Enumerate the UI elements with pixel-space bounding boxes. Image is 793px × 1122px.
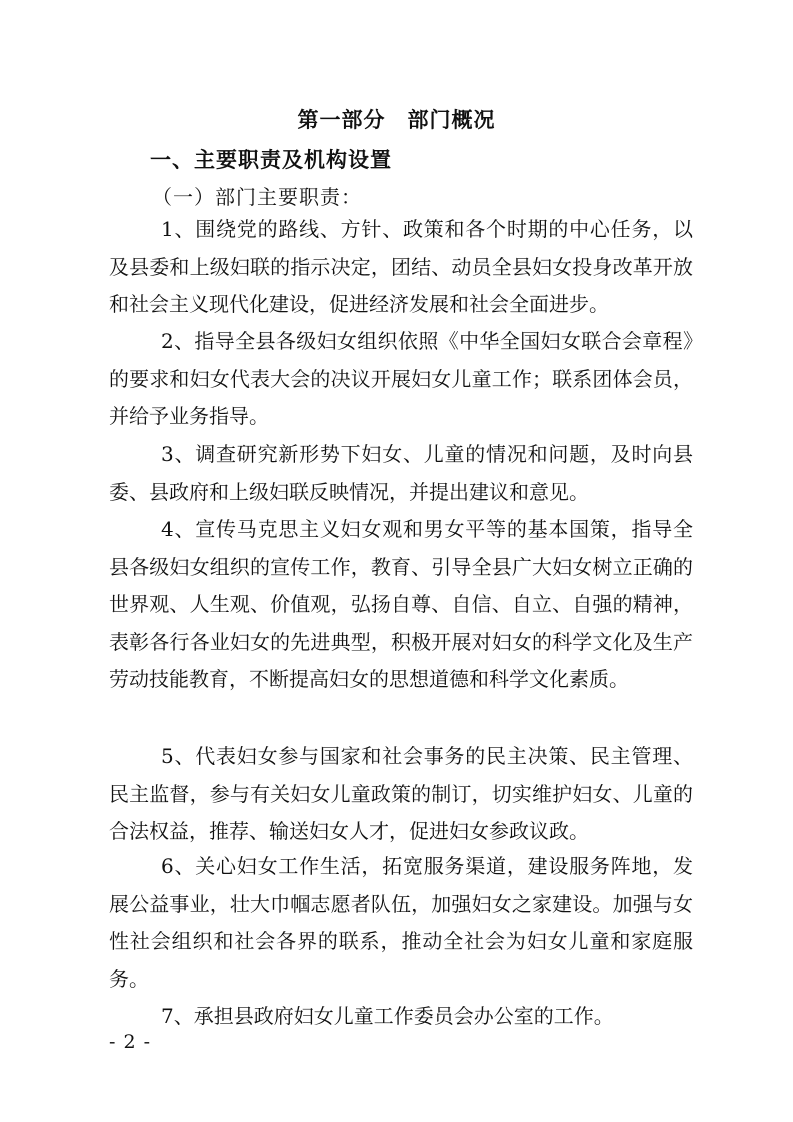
duty-paragraph-4: 4、宣传马克思主义妇女观和男女平等的基本国策，指导全县各级妇女组织的宣传工作，教育、引导全县广大妇女树立正确的世界观、人生观、价值观，弘扬自尊、自信、自立、自强的精神，表彰各行各业妇女的先进典型，积极开展对妇女的科学文化及生产劳动技能教育，不断提高妇女的思想道德和科学文化素质。 [109, 517, 693, 691]
duty-paragraph-5: 5、代表妇女参与国家和社会事务的民主决策、民主管理、民主监督，参与有关妇女儿童政策的制订，切实维护妇女、儿童的合法权益，推荐、输送妇女人才，促进妇女参政议政。 [109, 744, 693, 843]
duty-paragraph-6: 6、关心妇女工作生活，拓宽服务渠道，建设服务阵地，发展公益事业，壮大巾帼志愿者队伍，加强妇女之家建设。加强与女性社会组织和社会各界的联系，推动全社会为妇女儿童和家庭服务。 [109, 854, 693, 991]
duty-paragraph-3: 3、调查研究新形势下妇女、儿童的情况和问题，及时向县委、县政府和上级妇联反映情况，并提出建议和意见。 [109, 442, 693, 504]
duty-paragraph-1: 1、围绕党的路线、方针、政策和各个时期的中心任务，以及县委和上级妇联的指示决定，团结、动员全县妇女投身改革开放和社会主义现代化建设，促进经济发展和社会全面进步。 [109, 217, 693, 316]
section-heading: 一、主要职责及机构设置 [150, 148, 392, 172]
page-number: - 2 - [109, 1031, 152, 1053]
duty-paragraph-2: 2、指导全县各级妇女组织依照《中华全国妇女联合会章程》的要求和妇女代表大会的决议开展妇女儿童工作；联系团体会员，并给予业务指导。 [109, 329, 693, 428]
sub-heading: （一）部门主要职责： [152, 185, 362, 209]
duty-paragraph-7: 7、承担县政府妇女儿童工作委员会办公室的工作。 [161, 1004, 614, 1028]
part-title: 第一部分 部门概况 [297, 108, 496, 132]
